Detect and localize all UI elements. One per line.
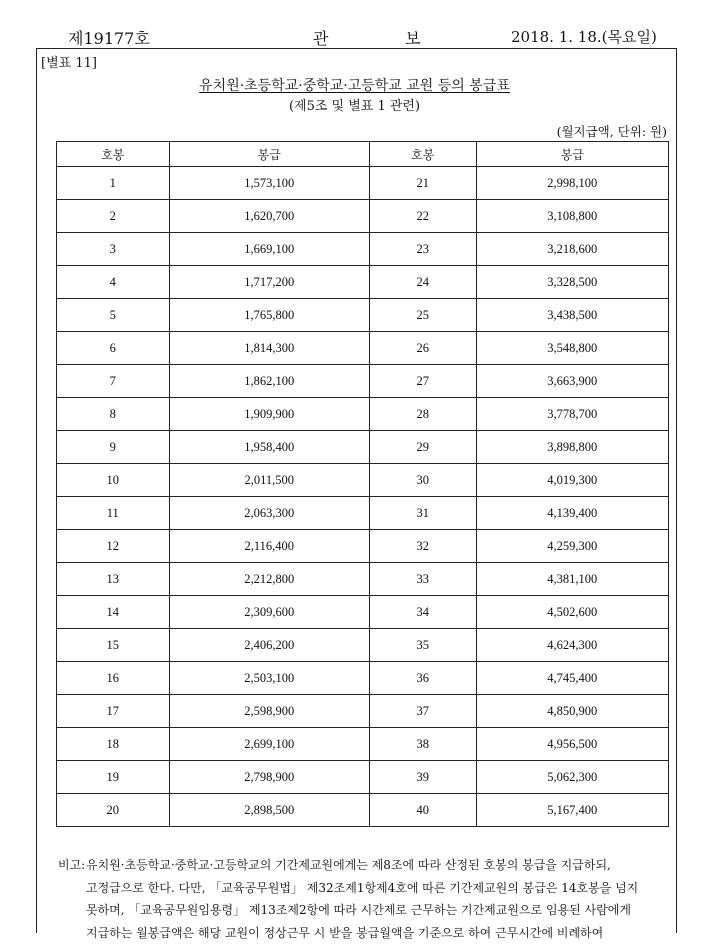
salary-cell: 2,598,900: [169, 695, 369, 728]
salary-cell: 4,956,500: [476, 728, 668, 761]
salary-cell: 2,212,800: [169, 563, 369, 596]
table-row: [57, 662, 669, 695]
step-cell: 12: [57, 530, 170, 563]
table-row: [57, 233, 669, 266]
salary-cell: 2,063,300: [169, 497, 369, 530]
document-subtitle: (제5조 및 별표 1 관련): [288, 99, 421, 114]
salary-cell: 1,573,100: [169, 167, 369, 200]
issue-number: 제19177호: [68, 29, 150, 48]
salary-cell: 1,717,200: [169, 266, 369, 299]
frame-left-rule: [36, 48, 37, 933]
salary-cell: 1,669,100: [169, 233, 369, 266]
salary-cell: 3,778,700: [476, 398, 668, 431]
salary-cell: 2,699,100: [169, 728, 369, 761]
step-cell: 22: [369, 200, 476, 233]
issue-date: 2018. 1. 18.(목요일): [511, 28, 657, 46]
unit-note: (월지급액, 단위: 원): [556, 124, 667, 139]
remarks-line: 유치원·초등학교·중학교·고등학교의 기간제교원에게는 제8조에 따라 산정된 호봉의 봉급을 지급하되,: [86, 858, 611, 872]
step-cell: 9: [57, 431, 170, 464]
table-row: [57, 497, 669, 530]
salary-cell: 1,909,900: [169, 398, 369, 431]
salary-cell: 2,309,600: [169, 596, 369, 629]
step-cell: 33: [369, 563, 476, 596]
gazette-title-left: 관: [313, 29, 329, 48]
salary-cell: 3,108,800: [476, 200, 668, 233]
step-cell: 38: [369, 728, 476, 761]
frame-top-rule: [36, 48, 677, 49]
step-cell: 31: [369, 497, 476, 530]
header-step-right: 호봉: [369, 142, 476, 167]
frame-right-rule: [676, 48, 677, 933]
salary-table-body: [57, 167, 669, 827]
step-cell: 7: [57, 365, 170, 398]
remarks-line: 못하며, 「교육공무원임용령」 제13조제2항에 따라 시간제로 근무하는 기간제교원으로 임용된 사람에게: [86, 903, 631, 917]
table-row: [57, 167, 669, 200]
salary-cell: 1,814,300: [169, 332, 369, 365]
salary-cell: 3,438,500: [476, 299, 668, 332]
salary-cell: 2,503,100: [169, 662, 369, 695]
salary-cell: 4,502,600: [476, 596, 668, 629]
salary-cell: 5,062,300: [476, 761, 668, 794]
header-salary-right: 봉급: [476, 142, 668, 167]
salary-cell: 4,624,300: [476, 629, 668, 662]
step-cell: 5: [57, 299, 170, 332]
salary-cell: 3,898,800: [476, 431, 668, 464]
step-cell: 23: [369, 233, 476, 266]
salary-cell: 2,116,400: [169, 530, 369, 563]
step-cell: 18: [57, 728, 170, 761]
salary-cell: 4,381,100: [476, 563, 668, 596]
document-title: [0, 75, 709, 95]
salary-cell: 3,328,500: [476, 266, 668, 299]
table-row: [57, 728, 669, 761]
salary-cell: 2,798,900: [169, 761, 369, 794]
salary-cell: 2,011,500: [169, 464, 369, 497]
step-cell: 14: [57, 596, 170, 629]
salary-cell: 5,167,400: [476, 794, 668, 827]
step-cell: 8: [57, 398, 170, 431]
step-cell: 26: [369, 332, 476, 365]
step-cell: 19: [57, 761, 170, 794]
table-row: [57, 464, 669, 497]
table-header-row: [57, 142, 669, 167]
step-cell: 11: [57, 497, 170, 530]
salary-cell: 2,406,200: [169, 629, 369, 662]
table-row: [57, 530, 669, 563]
salary-cell: 4,019,300: [476, 464, 668, 497]
step-cell: 1: [57, 167, 170, 200]
step-cell: 37: [369, 695, 476, 728]
step-cell: 30: [369, 464, 476, 497]
table-row: [57, 794, 669, 827]
step-cell: 2: [57, 200, 170, 233]
salary-cell: 4,259,300: [476, 530, 668, 563]
step-cell: 39: [369, 761, 476, 794]
remarks-label: 비고:: [58, 858, 86, 872]
step-cell: 27: [369, 365, 476, 398]
step-cell: 32: [369, 530, 476, 563]
salary-cell: 1,862,100: [169, 365, 369, 398]
table-row: [57, 629, 669, 662]
salary-table: [56, 141, 669, 827]
step-cell: 20: [57, 794, 170, 827]
header-step-left: 호봉: [57, 142, 170, 167]
table-row: [57, 398, 669, 431]
table-row: [57, 332, 669, 365]
remarks-line: 지급하는 월봉급액은 해당 교원이 정상근무 시 받을 봉급월액을 기준으로 하여 근무시간에 비례하여: [86, 925, 604, 940]
table-row: [57, 596, 669, 629]
table-row: [57, 761, 669, 794]
step-cell: 3: [57, 233, 170, 266]
step-cell: 13: [57, 563, 170, 596]
step-cell: 35: [369, 629, 476, 662]
salary-cell: 4,745,400: [476, 662, 668, 695]
table-row: [57, 365, 669, 398]
table-row: [57, 200, 669, 233]
salary-cell: 1,958,400: [169, 431, 369, 464]
step-cell: 6: [57, 332, 170, 365]
step-cell: 36: [369, 662, 476, 695]
attachment-label: [별표 11]: [41, 56, 97, 71]
salary-cell: 3,218,600: [476, 233, 668, 266]
document-title-text: 유치원·초등학교·중학교·고등학교 교원 등의 봉급표: [199, 78, 510, 94]
step-cell: 15: [57, 629, 170, 662]
salary-cell: 4,850,900: [476, 695, 668, 728]
step-cell: 40: [369, 794, 476, 827]
salary-cell: 4,139,400: [476, 497, 668, 530]
step-cell: 24: [369, 266, 476, 299]
salary-cell: 1,620,700: [169, 200, 369, 233]
step-cell: 28: [369, 398, 476, 431]
table-row: [57, 695, 669, 728]
header-salary-left: 봉급: [169, 142, 369, 167]
step-cell: 21: [369, 167, 476, 200]
step-cell: 4: [57, 266, 170, 299]
step-cell: 16: [57, 662, 170, 695]
salary-cell: 3,663,900: [476, 365, 668, 398]
table-row: [57, 431, 669, 464]
step-cell: 10: [57, 464, 170, 497]
salary-cell: 2,898,500: [169, 794, 369, 827]
step-cell: 34: [369, 596, 476, 629]
step-cell: 17: [57, 695, 170, 728]
remarks-line: 고정급으로 한다. 다만, 「교육공무원법」 제32조제1항제4호에 따른 기간제교원의 봉급은 14호봉을 넘지: [86, 880, 639, 895]
table-row: [57, 563, 669, 596]
table-row: [57, 266, 669, 299]
salary-cell: 2,998,100: [476, 167, 668, 200]
remarks: [58, 854, 670, 944]
step-cell: 29: [369, 431, 476, 464]
salary-cell: 3,548,800: [476, 332, 668, 365]
gazette-title-right: 보: [405, 29, 421, 48]
table-row: [57, 299, 669, 332]
salary-cell: 1,765,800: [169, 299, 369, 332]
step-cell: 25: [369, 299, 476, 332]
